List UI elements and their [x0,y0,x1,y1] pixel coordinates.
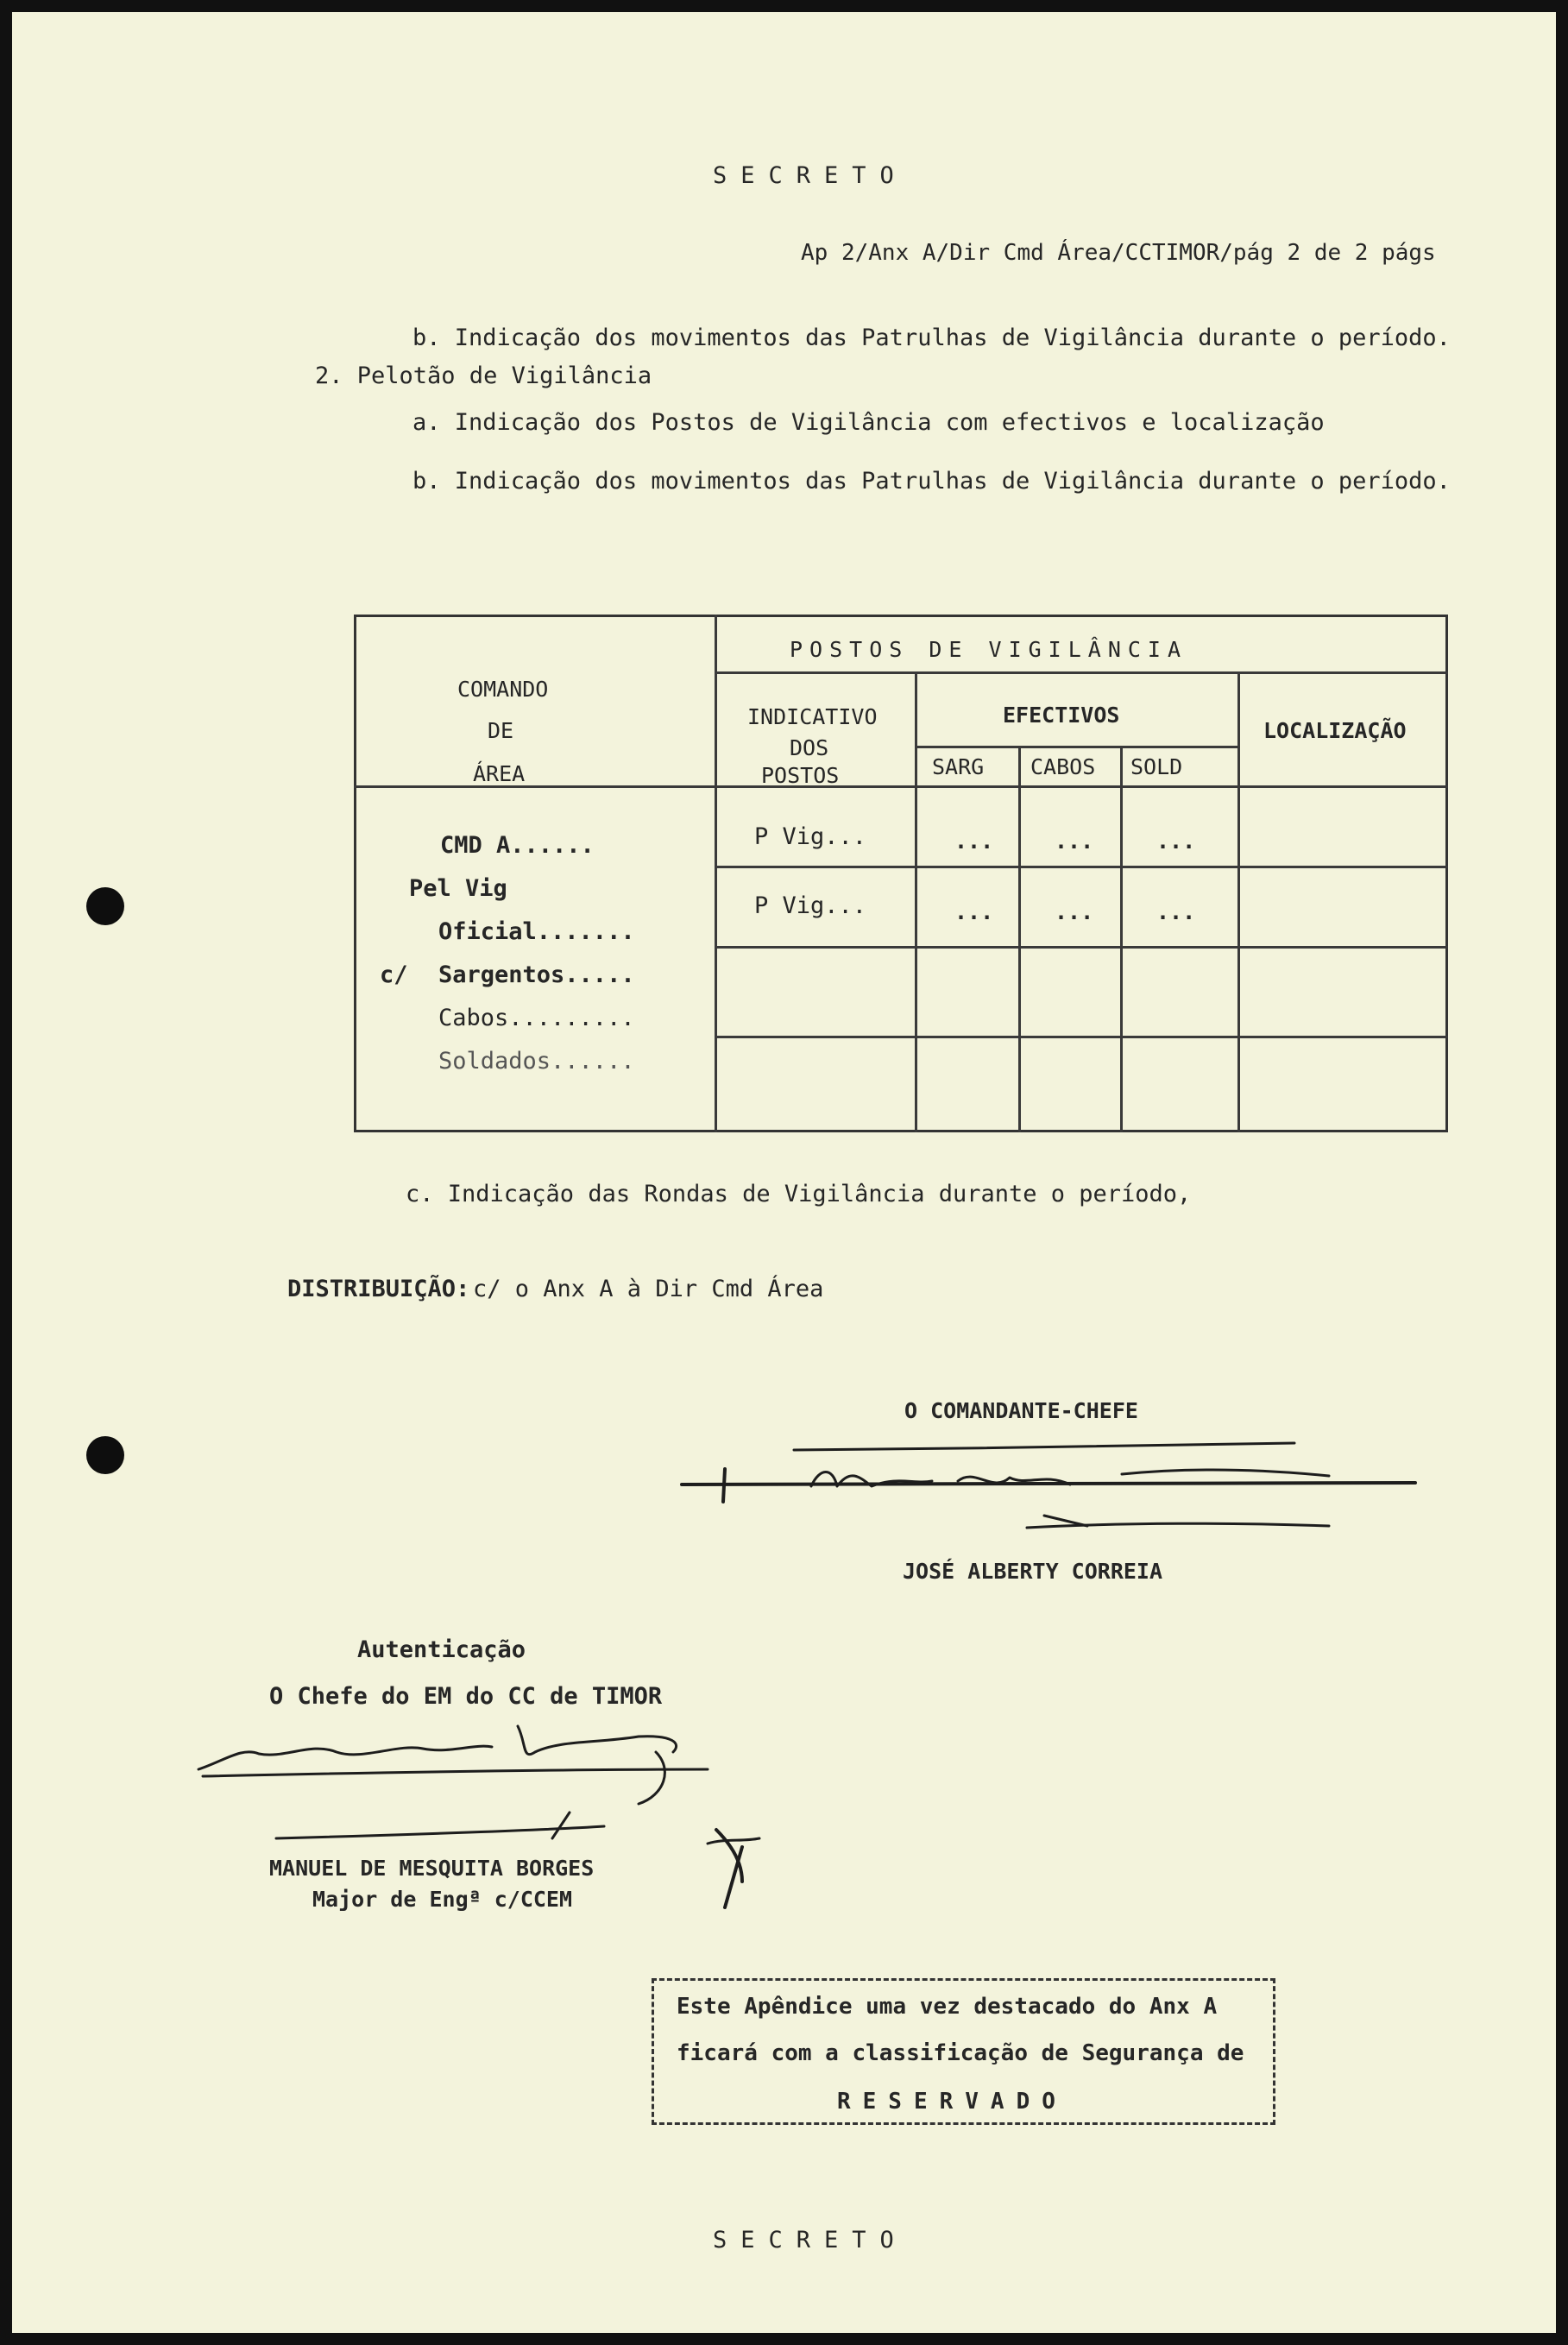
item-sargentos: Sargentos..... [438,961,635,988]
section-pelotao: 2. Pelotão de Vigilância [315,362,652,389]
header-efectivos: EFECTIVOS [1003,703,1120,728]
authentication-label: Autenticação [357,1636,526,1663]
line-c-rondas: c. Indicação das Rondas de Vigilância durante o período, [406,1181,1192,1207]
classification-footer: SECRETO [713,2227,908,2254]
classification-header: SECRETO [713,162,908,189]
item-oficial: Oficial....... [438,918,635,945]
table-divider-indicativo [915,671,917,1132]
table-row-line-1 [715,866,1448,868]
item-com: c/ [380,961,408,988]
table-divider-sarg [1018,746,1021,1132]
table-divider-localizacao [1237,671,1240,1132]
table-postos-line [715,671,1448,674]
row2-indicativo: P Vig... [754,892,867,919]
header-sarg: SARG [932,754,985,779]
table-row-line-3 [715,1036,1448,1038]
distribution-label: DISTRIBUIÇÃO: [287,1276,470,1302]
item-soldados: Soldados...... [438,1048,635,1075]
row1-indicativo: P Vig... [754,823,867,850]
signatory-name: JOSÉ ALBERTY CORREIA [903,1559,1163,1584]
header-cabos: CABOS [1030,754,1096,779]
distribution-text: c/ o Anx A à Dir Cmd Área [473,1276,824,1302]
table-divider-cabos [1120,746,1123,1132]
header-postos: POSTOS [761,763,840,788]
stamp-line-1: Este Apêndice uma vez destacado do Anx A [677,1994,1218,2020]
header-postos-vigilancia: POSTOS DE VIGILÂNCIA [790,637,1188,662]
comandante-signature [673,1433,1433,1545]
header-sold: SOLD [1130,754,1183,779]
row2-sarg: ... [954,899,994,924]
signature-title: O COMANDANTE-CHEFE [904,1398,1138,1423]
chefe-signature [190,1709,863,1916]
row2-sold: ... [1156,899,1196,924]
header-de: DE [488,718,514,743]
row1-sold: ... [1156,829,1196,854]
punch-hole-top [86,887,124,925]
table-divider-left [715,615,717,1132]
header-indicativo: INDICATIVO [747,704,878,729]
item-pel-vig: Pel Vig [409,875,507,902]
header-dos: DOS [790,735,829,760]
stamp-line-2: ficará com a classificação de Segurança de [677,2040,1244,2066]
table-row-line-2 [715,946,1448,949]
authentication-role: O Chefe do EM do CC de TIMOR [269,1683,663,1710]
item-cabos: Cabos......... [438,1005,635,1031]
document-reference: Ap 2/Anx A/Dir Cmd Área/CCTIMOR/pág 2 de 2 págs [801,240,1436,266]
row2-cabos: ... [1055,899,1094,924]
row1-cabos: ... [1055,829,1094,854]
punch-hole-bottom [86,1436,124,1474]
item-cmd: CMD A...... [440,832,595,859]
stamp-line-3: RESERVADO [837,2089,1067,2115]
header-area: ÁREA [473,761,526,786]
header-comando: COMANDO [457,677,549,702]
authentication-rank: Major de Engª c/CCEM [312,1887,573,1912]
line-b-patrulhas-1: b. Indicação dos movimentos das Patrulhas de Vigilância durante o período. [412,325,1451,351]
table-efectivos-line [915,746,1237,748]
line-b-patrulhas-2: b. Indicação dos movimentos das Patrulhas de Vigilância durante o período. [412,468,1451,495]
line-a-postos: a. Indicação dos Postos de Vigilância com efectivos e localização [412,409,1325,436]
authentication-name: MANUEL DE MESQUITA BORGES [269,1856,595,1881]
header-localizacao: LOCALIZAÇÃO [1263,718,1407,743]
row1-sarg: ... [954,829,994,854]
